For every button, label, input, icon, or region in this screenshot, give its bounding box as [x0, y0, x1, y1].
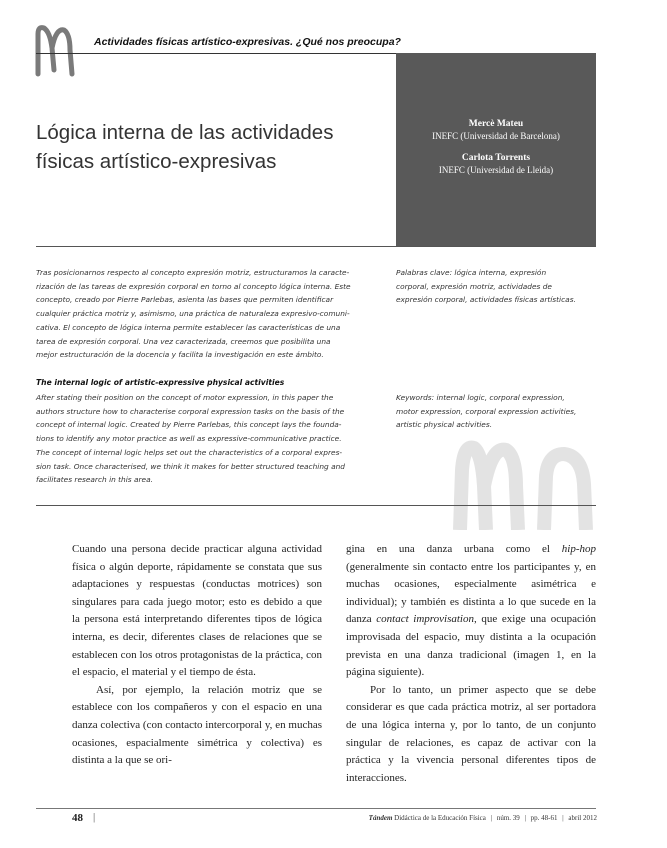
abstract-line: concept of internal logic. Created by Pierre Parlebas, this concept lays the founda-: [36, 420, 342, 430]
abstract-line: cualquier práctica motriz y, asimismo, una práctica de naturaleza expresivo-comuni-: [36, 309, 350, 319]
abstract-line: rización de las tareas de expresión corporal en torno al concepto lógica interna. Este: [36, 281, 351, 291]
journal-subtitle: Didáctica de la Educación Física: [394, 814, 486, 822]
abstract-line: cativa. El concepto de lógica interna permite establecer las características de una: [36, 322, 341, 332]
abstract-line: The concept of internal logic helps set out the characteristics of a corporal expres-: [36, 447, 343, 457]
journal-pages: pp. 48-61: [530, 814, 558, 822]
body-column-right: [346, 541, 596, 787]
header-rule: [36, 53, 396, 54]
abstract-line: After stating their position on the concept of motor expression, in this paper the: [36, 393, 334, 402]
author-affiliation: INEFC (Universidad de Lleida): [438, 165, 554, 175]
author-name: Carlota Torrents: [461, 153, 531, 163]
keywords-line: Keywords: internal logic, corporal expression,: [396, 393, 565, 402]
watermark-logo-icon: [448, 430, 598, 530]
body-paragraph: [346, 541, 596, 682]
article-title: [36, 118, 386, 176]
citation-separator: |: [524, 814, 526, 822]
citation-separator: |: [490, 814, 493, 822]
body-italic-term: hip-hop: [561, 543, 596, 555]
abstract-english-title: The internal logic of artistic-expressive physical activities: [36, 378, 285, 387]
journal-citation: [369, 814, 597, 822]
footer-rule: [36, 808, 596, 809]
abstract-line: Tras posicionarnos respecto al concepto expresión motriz, estructuramos la caracte-: [36, 268, 350, 277]
article-title-line: físicas artístico-expresivas: [36, 150, 277, 173]
author-name: Mercè Mateu: [468, 119, 524, 129]
keywords-spanish: [396, 266, 596, 307]
body-paragraph: Cuando una persona decide practicar alguna actividad física o algún deporte, rápidamente se constata que sus adaptaciones y respuestas (conductas motrices) son singulares para cada juego motor; esto es debido a que la persona está interpretando diferentes tipos de lógica interna, es decir, diferentes clases de relaciones que se establecen con los otros protagonistas de la práctica, con el espacio, el material y el tiempo de ésta.: [72, 543, 322, 679]
body-rule: [36, 505, 596, 506]
keywords-line: corporal, expresión motriz, actividades de: [396, 281, 552, 291]
journal-date: abril 2012: [568, 814, 597, 822]
author-affiliation: INEFC (Universidad de Barcelona): [432, 131, 560, 141]
body-italic-term: contact improvisation: [376, 613, 474, 626]
body-paragraph: Así, por ejemplo, la relación motriz que se establece con los compañeros y con el espacio en una danza colectiva (con contacto intercorporal y, en muchas ocasiones, espacialmente simétrica y colectiva) es distinta a la que se ori-: [72, 683, 322, 767]
title-rule: [36, 246, 596, 247]
abstract-spanish: [36, 266, 376, 362]
abstract-line: facilitates research in this area.: [36, 475, 153, 485]
abstract-line: tarea de expresión corporal. Una vez caracterizada, creemos que posibilita una: [36, 336, 331, 346]
keywords-line: expresión corporal, actividades físicas artísticas.: [396, 295, 576, 305]
citation-separator: |: [562, 814, 564, 822]
keywords-line: Palabras clave: lógica interna, expresión: [396, 268, 547, 277]
journal-issue: núm. 39: [496, 814, 520, 822]
body-paragraph: Por lo tanto, un primer aspecto que se debe considerar es que cada práctica motriz, al ser portadora de una lógica interna y, por lo tanto, de un conjunto singular de relaciones, es capaz de activar con la práctica y la vivencia personal diferentes tipos de interacciones.: [346, 683, 596, 784]
abstract-line: authors structure how to characterise corporal expression tasks on the basis of the: [36, 406, 345, 416]
abstract-line: mejor estructuración de la docencia y facilita la investigación en este ámbito.: [36, 350, 324, 360]
body-column-left: [72, 541, 322, 770]
abstract-line: tions to identify any motor practice as well as expressive-communicative practice.: [36, 434, 342, 444]
article-title-line: Lógica interna de las actividades: [36, 121, 334, 144]
body-text: (generalmente sin contacto entre los participantes y, en muchas ocasiones, especialmente asimétrica e individual); y también es distinta a lo que sucede en la danza: [346, 560, 596, 626]
page-number-separator: |: [93, 811, 96, 823]
body-text: , que exige una ocupación improvisada del espacio, muy distinta a la ocupación prevista en una danza tradicional (imagen 1, en la página siguiente).: [346, 613, 596, 679]
abstract-english: [36, 391, 376, 487]
page-number: 48: [72, 812, 83, 824]
keywords-line: artistic physical activities.: [396, 420, 493, 430]
abstract-line: concepto, creado por Pierre Parlebas, asienta las bases que permiten identificar: [36, 295, 334, 305]
running-title: Actividades físicas artístico-expresivas. ¿Qué nos preocupa?: [94, 36, 401, 48]
author-list: [396, 118, 596, 176]
abstract-line: sion task. Once characterised, we think it makes for better structured teaching and: [36, 461, 345, 471]
keywords-english: [396, 391, 596, 432]
journal-logo-icon: [30, 22, 82, 80]
keywords-line: motor expression, corporal expression activities,: [396, 406, 577, 416]
journal-name: Tándem: [368, 814, 393, 822]
body-text: gina en una danza urbana como el: [346, 543, 562, 555]
